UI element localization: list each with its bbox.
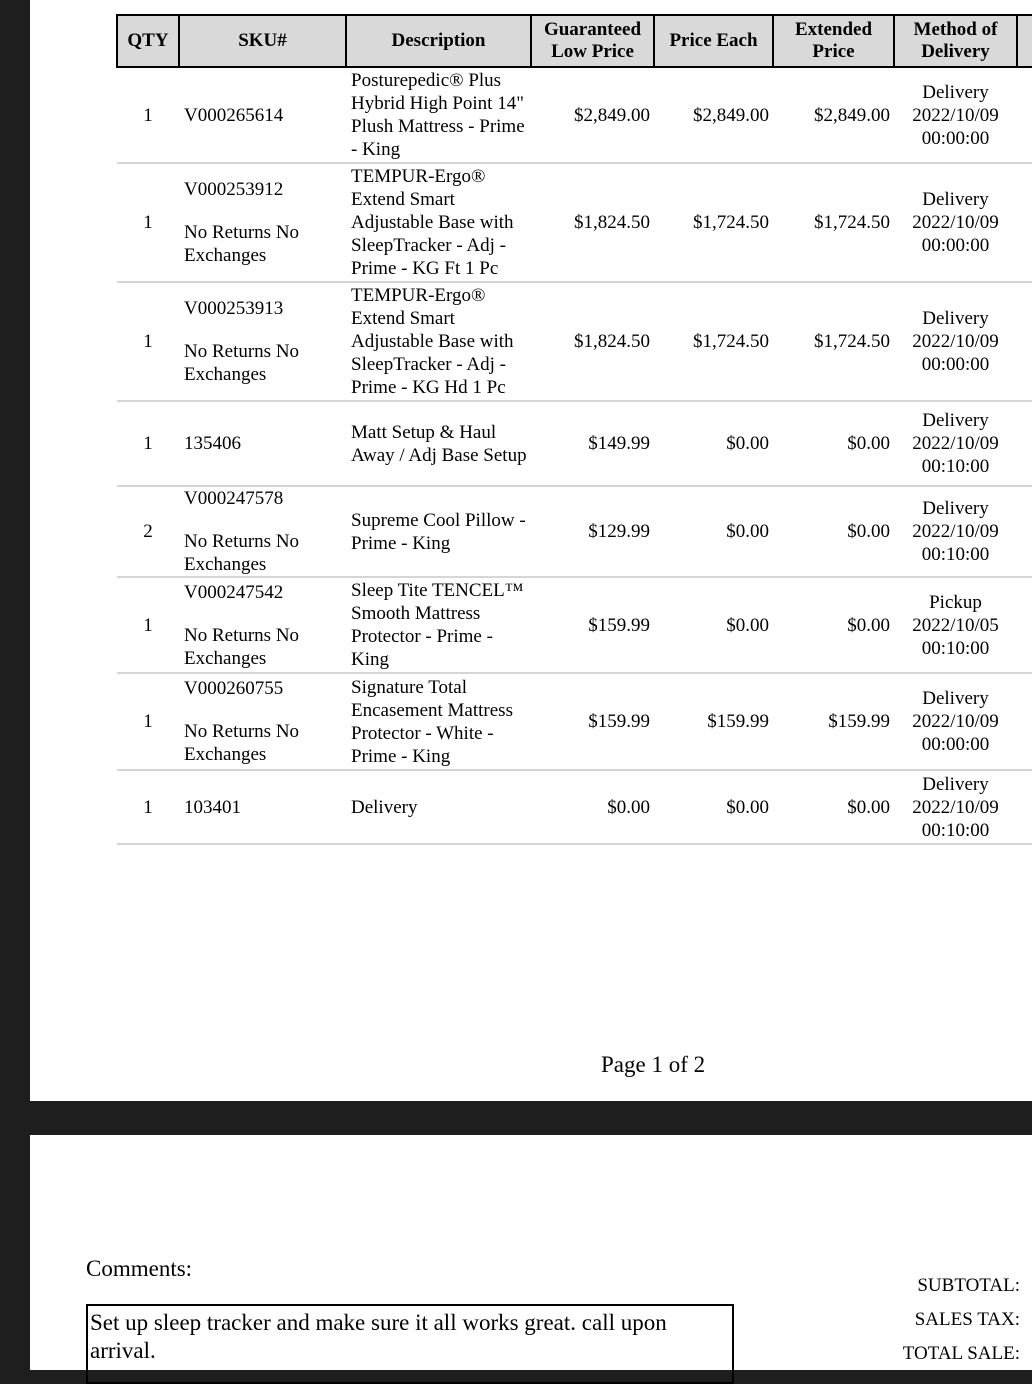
method-time: 00:00:00 <box>921 127 990 149</box>
cell-description: Matt Setup & Haul Away / Adj Base Setup <box>346 401 531 486</box>
table-row <box>117 67 1032 163</box>
cell-qty: 1 <box>117 673 179 770</box>
cell-price-each: $2,849.00 <box>654 67 773 163</box>
sku-code: V000247542 <box>184 581 284 603</box>
cell-qty: 1 <box>117 163 179 282</box>
header-sku: SKU# <box>179 15 346 67</box>
header-cut-off <box>1017 15 1032 67</box>
method-time: 00:10:00 <box>921 544 990 565</box>
sku-code: V000265614 <box>184 104 284 126</box>
method-date: 2022/10/09 <box>912 433 999 454</box>
header-description: Description <box>346 15 531 67</box>
invoice-page-1 <box>30 0 1032 1101</box>
cell-description: Sleep Tite TENCEL™ Smooth Mattress Protector - Prime - King <box>346 577 531 673</box>
subtotal-label: SUBTOTAL: <box>917 1275 1020 1296</box>
cell-sku <box>179 401 346 486</box>
cell-description: Signature Total Encasement Mattress Protector - White - Prime - King <box>346 673 531 770</box>
method-type: Delivery <box>922 81 989 103</box>
cell-qty: 1 <box>117 577 179 673</box>
cell-price-each: $1,724.50 <box>654 163 773 282</box>
cell-sku <box>179 577 346 673</box>
total-sale-label: TOTAL SALE: <box>902 1343 1020 1364</box>
cell-description: TEMPUR-Ergo® Extend Smart Adjustable Base with SleepTracker - Adj - Prime - KG Ft 1 Pc <box>346 163 531 282</box>
cell-sku <box>179 770 346 844</box>
sales-tax-label: SALES TAX: <box>914 1309 1020 1330</box>
cell-method-of-delivery <box>894 486 1017 577</box>
header-guaranteed-low-price: Guaranteed Low Price <box>531 15 654 67</box>
method-date: 2022/10/09 <box>912 711 999 732</box>
table-row <box>117 486 1032 577</box>
table-row <box>117 673 1032 770</box>
cell-qty: 2 <box>117 486 179 577</box>
cell-price-each: $0.00 <box>654 401 773 486</box>
cell-method-of-delivery <box>894 67 1017 163</box>
method-type: Delivery <box>922 189 989 210</box>
cell-guaranteed-low-price: $1,824.50 <box>531 163 654 282</box>
cell-price-each: $0.00 <box>654 577 773 673</box>
cell-cut-off <box>1017 67 1032 163</box>
method-date: 2022/10/09 <box>912 796 999 818</box>
header-price-each: Price Each <box>654 15 773 67</box>
sku-code: V000253912 <box>184 179 284 200</box>
cell-extended-price: $0.00 <box>773 486 894 577</box>
method-date: 2022/10/09 <box>912 521 999 542</box>
comments-label: Comments: <box>86 1256 193 1281</box>
method-type: Pickup <box>929 591 982 613</box>
line-items-table <box>116 14 1032 845</box>
cell-sku <box>179 67 346 163</box>
cell-method-of-delivery <box>894 770 1017 844</box>
sku-note: No Returns No Exchanges <box>184 341 300 385</box>
sku-code: 135406 <box>184 433 241 454</box>
table-row <box>117 770 1032 844</box>
cell-method-of-delivery <box>894 577 1017 673</box>
cell-extended-price: $2,849.00 <box>773 67 894 163</box>
method-time: 00:10:00 <box>921 637 990 659</box>
cell-method-of-delivery <box>894 163 1017 282</box>
cell-method-of-delivery <box>894 673 1017 770</box>
cell-sku <box>179 282 346 401</box>
table-row <box>117 577 1032 673</box>
cell-cut-off <box>1017 577 1032 673</box>
method-type: Delivery <box>922 498 989 519</box>
cell-guaranteed-low-price: $159.99 <box>531 673 654 770</box>
method-time: 00:00:00 <box>921 734 990 755</box>
cell-cut-off <box>1017 770 1032 844</box>
method-type: Delivery <box>922 308 989 329</box>
method-type: Delivery <box>922 688 989 709</box>
method-time: 00:10:00 <box>921 456 990 477</box>
header-qty: QTY <box>117 15 179 67</box>
cell-qty: 1 <box>117 401 179 486</box>
cell-description: Delivery <box>346 770 531 844</box>
sku-note: No Returns No Exchanges <box>184 721 300 765</box>
sku-code: V000253913 <box>184 298 284 319</box>
sku-note: No Returns No Exchanges <box>184 624 300 669</box>
cell-cut-off <box>1017 401 1032 486</box>
cell-guaranteed-low-price: $0.00 <box>531 770 654 844</box>
cell-extended-price: $1,724.50 <box>773 163 894 282</box>
cell-price-each: $0.00 <box>654 486 773 577</box>
sku-code: V000247578 <box>184 488 284 509</box>
sku-note: No Returns No Exchanges <box>184 222 300 266</box>
cell-price-each: $0.00 <box>654 770 773 844</box>
cell-cut-off <box>1017 486 1032 577</box>
cell-cut-off <box>1017 673 1032 770</box>
cell-qty: 1 <box>117 282 179 401</box>
cell-extended-price: $0.00 <box>773 577 894 673</box>
cell-sku <box>179 486 346 577</box>
cell-extended-price: $0.00 <box>773 401 894 486</box>
cell-guaranteed-low-price: $1,824.50 <box>531 282 654 401</box>
totals-labels <box>903 1275 1020 1377</box>
cell-description: Posturepedic® Plus Hybrid High Point 14" Plush Mattress - Prime - King <box>346 67 531 163</box>
cell-guaranteed-low-price: $129.99 <box>531 486 654 577</box>
header-extended-price: Extended Price <box>773 15 894 67</box>
method-date: 2022/10/09 <box>912 212 999 233</box>
cell-qty: 1 <box>117 67 179 163</box>
sku-code: 103401 <box>184 796 241 818</box>
comments-box: Set up sleep tracker and make sure it all works great. call upon arrival. <box>86 1304 734 1384</box>
cell-guaranteed-low-price: $159.99 <box>531 577 654 673</box>
sku-note: No Returns No Exchanges <box>184 531 300 575</box>
table-row <box>117 401 1032 486</box>
cell-extended-price: $0.00 <box>773 770 894 844</box>
method-time: 00:00:00 <box>921 235 990 256</box>
cell-sku <box>179 673 346 770</box>
cell-price-each: $159.99 <box>654 673 773 770</box>
method-type: Delivery <box>922 773 989 795</box>
page-number: Page 1 of 2 <box>601 1052 706 1077</box>
method-type: Delivery <box>922 410 989 431</box>
cell-price-each: $1,724.50 <box>654 282 773 401</box>
cell-description: TEMPUR-Ergo® Extend Smart Adjustable Base with SleepTracker - Adj - Prime - KG Hd 1 Pc <box>346 282 531 401</box>
cell-extended-price: $159.99 <box>773 673 894 770</box>
header-method-of-delivery: Method of Delivery <box>894 15 1017 67</box>
method-time: 00:00:00 <box>921 354 990 375</box>
table-header-row <box>117 15 1032 67</box>
cell-guaranteed-low-price: $149.99 <box>531 401 654 486</box>
cell-qty: 1 <box>117 770 179 844</box>
cell-method-of-delivery <box>894 401 1017 486</box>
table-row <box>117 163 1032 282</box>
cell-method-of-delivery <box>894 282 1017 401</box>
method-date: 2022/10/09 <box>912 331 999 352</box>
method-date: 2022/10/05 <box>912 614 999 636</box>
cell-description: Supreme Cool Pillow - Prime - King <box>346 486 531 577</box>
cell-sku <box>179 163 346 282</box>
method-date: 2022/10/09 <box>912 104 999 126</box>
cell-cut-off <box>1017 282 1032 401</box>
method-time: 00:10:00 <box>921 819 990 841</box>
sku-code: V000260755 <box>184 678 284 699</box>
cell-cut-off <box>1017 163 1032 282</box>
table-row <box>117 282 1032 401</box>
cell-guaranteed-low-price: $2,849.00 <box>531 67 654 163</box>
cell-extended-price: $1,724.50 <box>773 282 894 401</box>
